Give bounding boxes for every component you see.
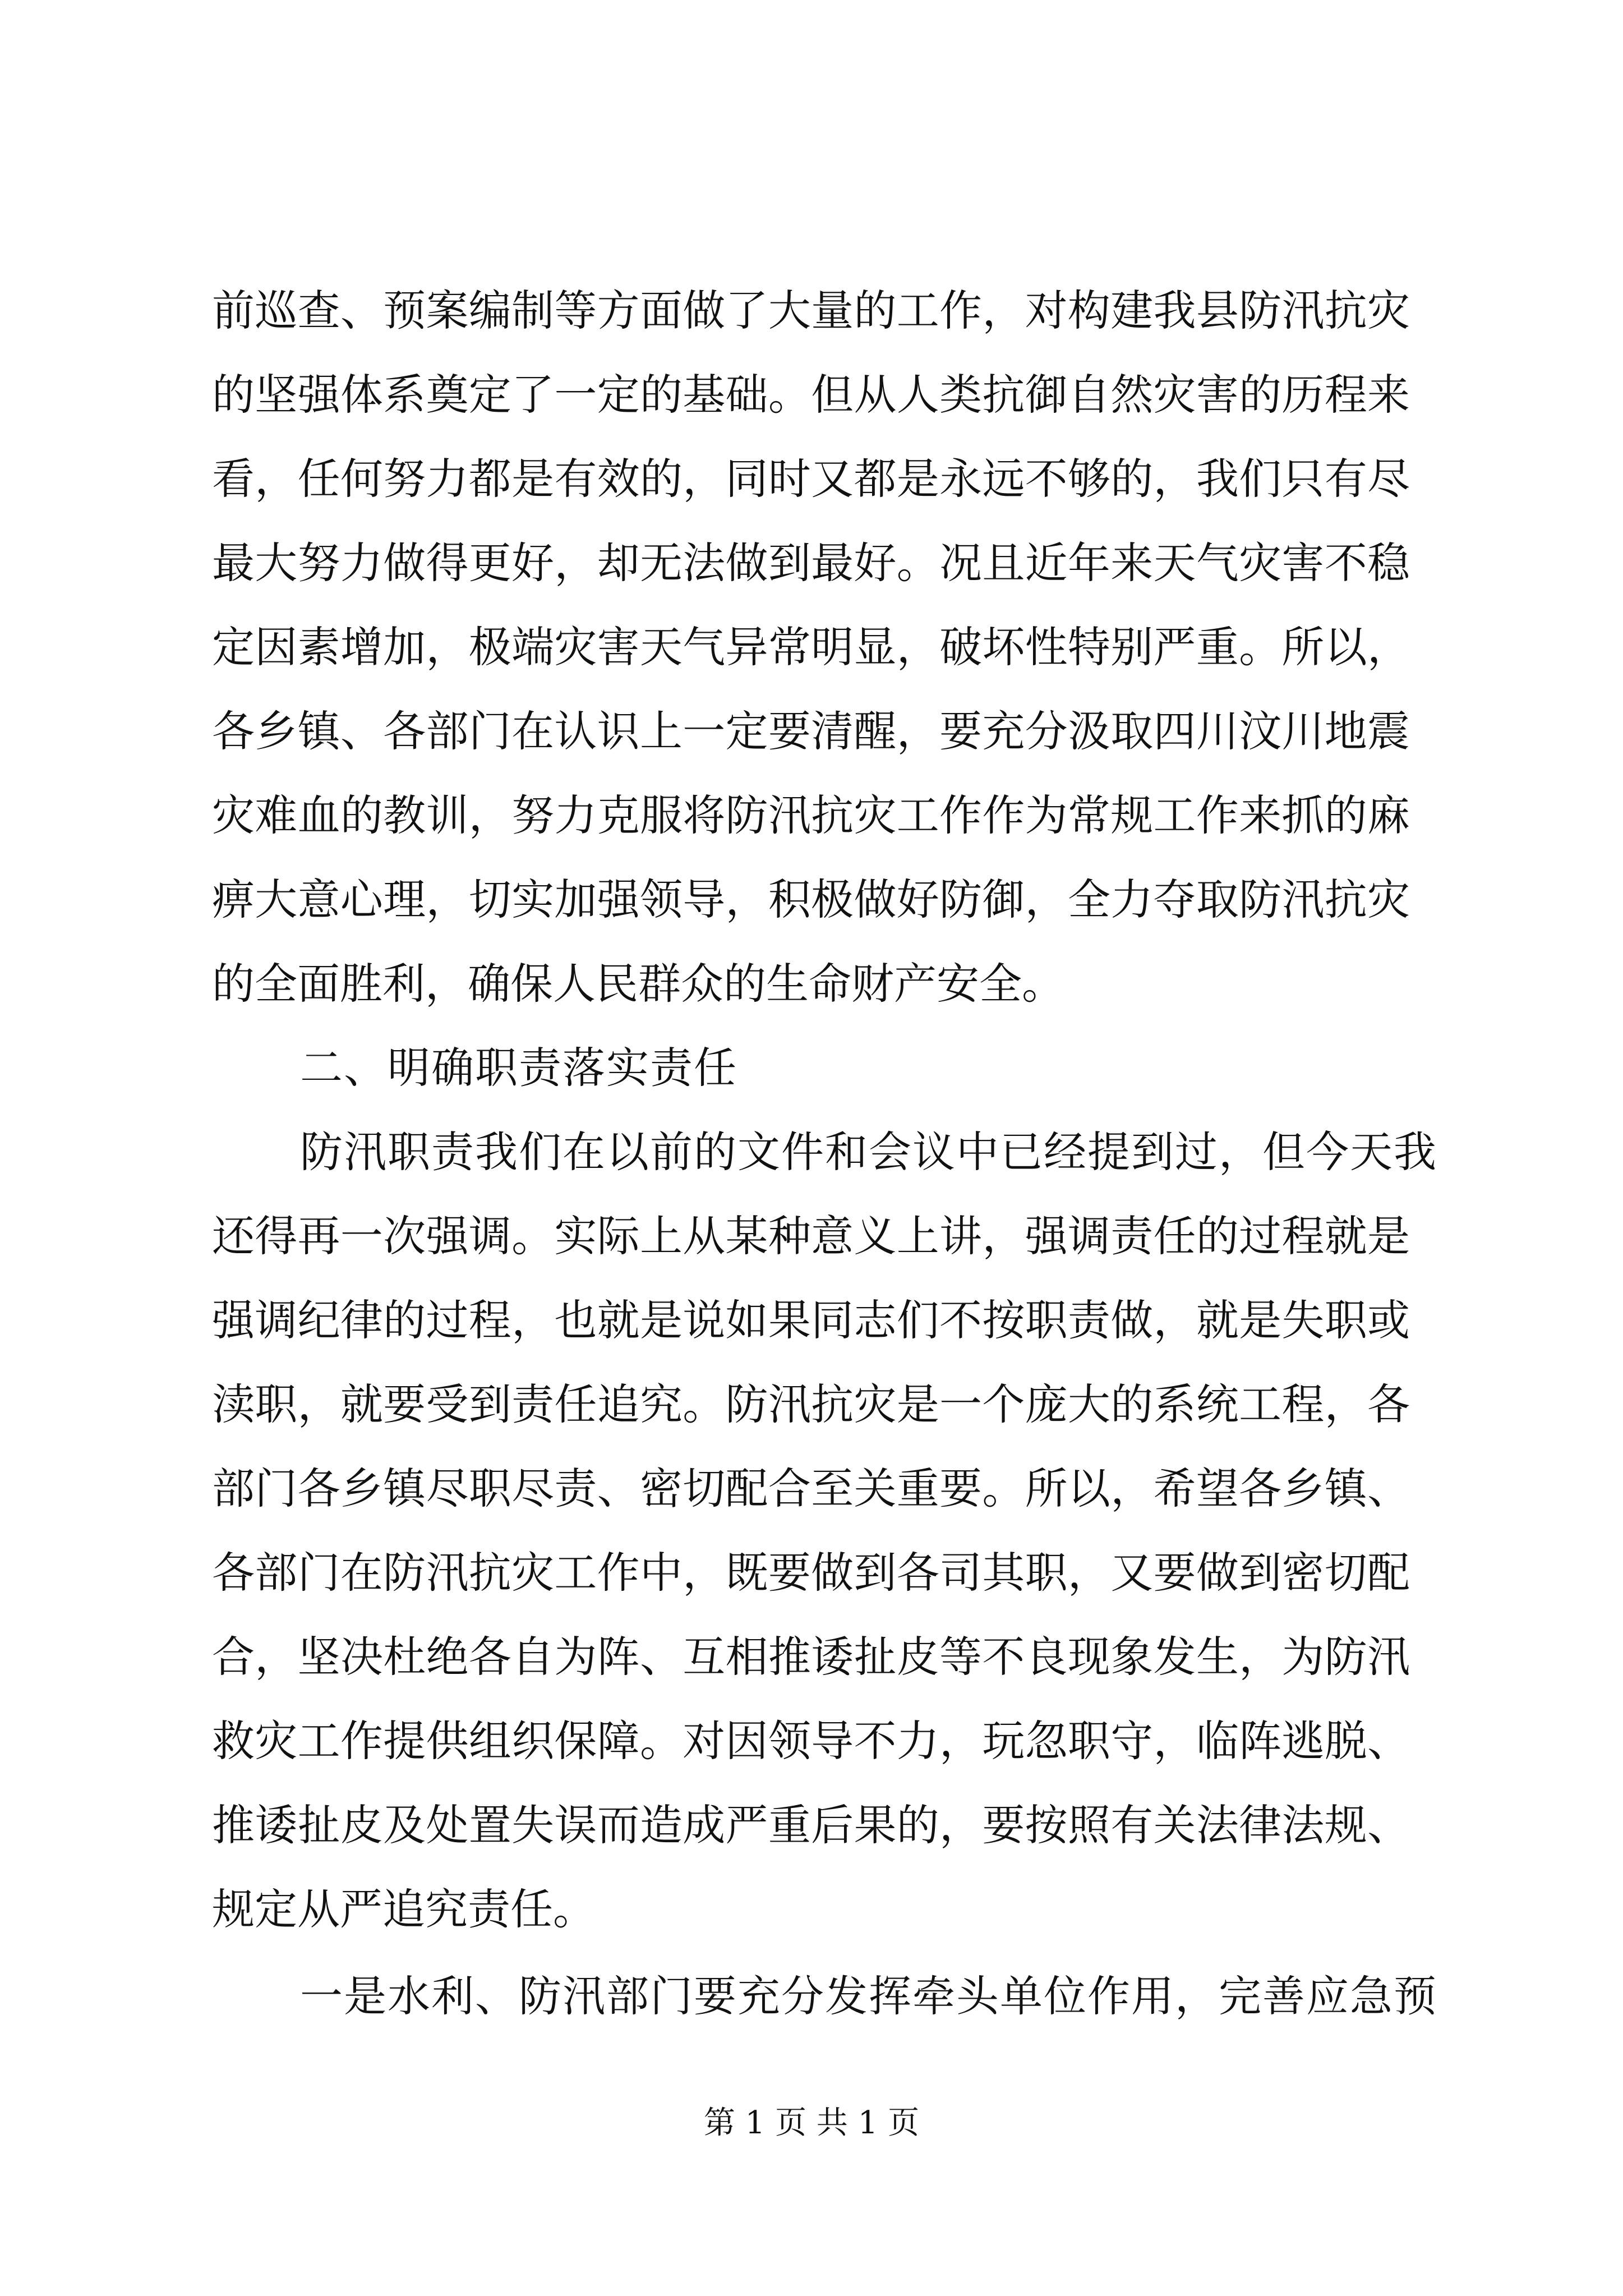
text-line: 看，任何努力都是有效的，同时又都是永远不够的，我们只有尽 bbox=[212, 454, 1410, 504]
text-line: 推诿扯皮及处置失误而造成严重后果的，要按照有关法律法规、 bbox=[212, 1800, 1410, 1850]
text-line: 还得再一次强调。实际上从某种意义上讲，强调责任的过程就是 bbox=[212, 1211, 1410, 1261]
text-line: 前巡查、预案编制等方面做了大量的工作，对构建我县防汛抗灾 bbox=[212, 286, 1410, 335]
text-line: 痹大意心理，切实加强领导，积极做好防御，全力夺取防汛抗灾 bbox=[212, 875, 1410, 924]
text-line: 规定从严追究责任。 bbox=[212, 1884, 596, 1934]
text-line: 防汛职责我们在以前的文件和会议中已经提到过，但今天我 bbox=[300, 1127, 1437, 1177]
text-line: 合，坚决杜绝各自为阵、互相推诿扯皮等不良现象发生，为防汛 bbox=[212, 1632, 1410, 1682]
section-heading: 二、明确职责落实责任 bbox=[300, 1043, 737, 1093]
text-line: 渎职，就要受到责任追究。防汛抗灾是一个庞大的系统工程，各 bbox=[212, 1379, 1410, 1429]
text-line: 一是水利、防汛部门要充分发挥牵头单位作用，完善应急预 bbox=[300, 1971, 1437, 2021]
text-line: 部门各乡镇尽职尽责、密切配合至关重要。所以，希望各乡镇、 bbox=[212, 1464, 1410, 1513]
text-line: 救灾工作提供组织保障。对因领导不力，玩忽职守，临阵逃脱、 bbox=[212, 1716, 1410, 1766]
text-line: 定因素增加，极端灾害天气异常明显，破坏性特别严重。所以， bbox=[212, 622, 1410, 672]
text-line: 的全面胜利，确保人民群众的生命财产安全。 bbox=[212, 959, 1064, 1009]
text-line: 的坚强体系奠定了一定的基础。但从人类抗御自然灾害的历程来 bbox=[212, 370, 1410, 420]
page-footer: 第 1 页 共 1 页 bbox=[703, 2105, 920, 2141]
text-line: 最大努力做得更好，却无法做到最好。况且近年来天气灾害不稳 bbox=[212, 538, 1410, 588]
text-line: 各部门在防汛抗灾工作中，既要做到各司其职，又要做到密切配 bbox=[212, 1548, 1410, 1598]
text-line: 各乡镇、各部门在认识上一定要清醒，要充分汲取四川汶川地震 bbox=[212, 706, 1410, 756]
text-line: 灾难血的教训，努力克服将防汛抗灾工作作为常规工作来抓的麻 bbox=[212, 790, 1410, 840]
text-line: 强调纪律的过程，也就是说如果同志们不按职责做，就是失职或 bbox=[212, 1295, 1410, 1345]
